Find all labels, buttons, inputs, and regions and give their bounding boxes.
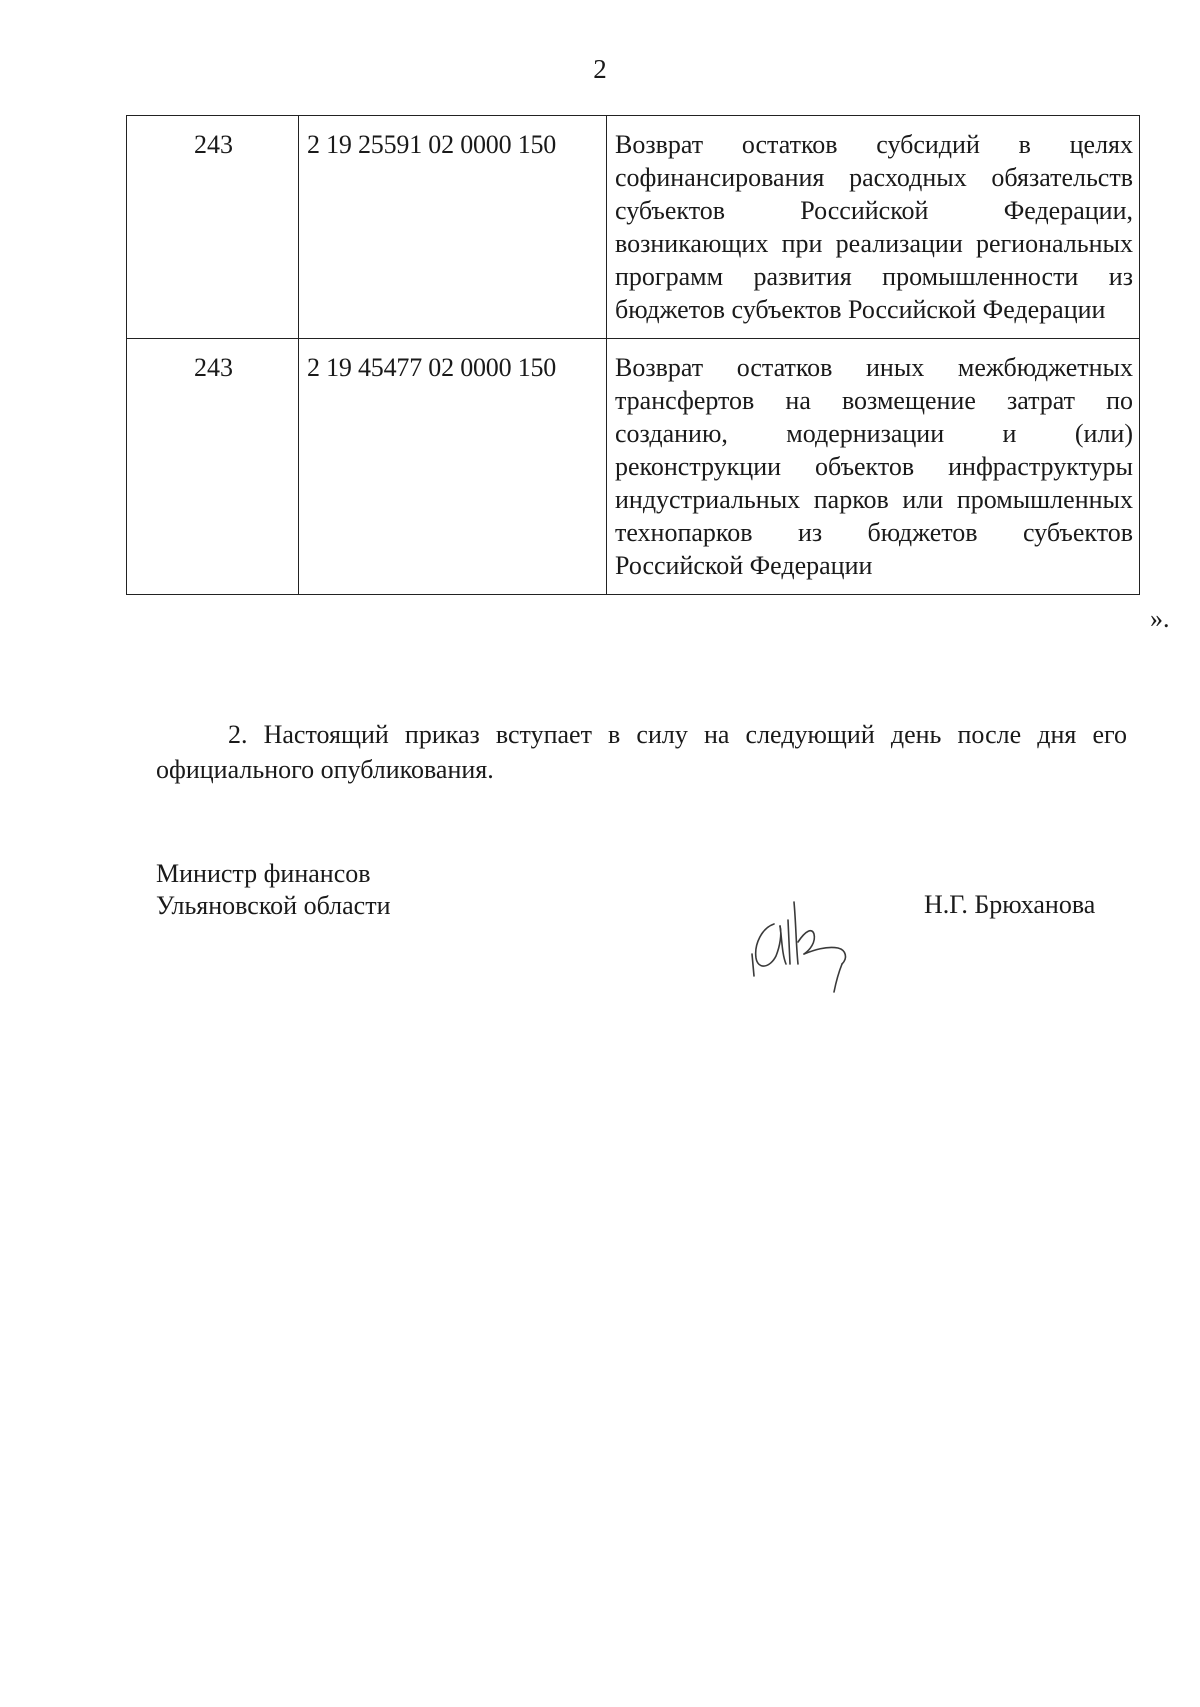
signer-position xyxy=(156,858,390,922)
budget-codes-table xyxy=(126,115,1140,595)
signer-name: Н.Г. Брюханова xyxy=(924,890,1096,919)
admin-code-cell: 243 xyxy=(127,116,299,339)
budget-code-cell: 2 19 45477 02 0000 150 xyxy=(299,339,607,595)
effective-date-paragraph: 2. Настоящий приказ вступает в силу на следующий день после дня его официального опубликования. xyxy=(156,720,1127,784)
revenue-name-cell: Возврат остатков субсидий в целях софинансирования расходных обязательств субъектов Российской Федерации, возникающих при реализации региональных программ развития промышленности из бюджетов субъектов Российской Федерации xyxy=(607,116,1140,339)
page-number: 2 xyxy=(593,54,607,84)
signer-position-line: Ульяновской области xyxy=(156,891,391,920)
closing-quote: ». xyxy=(1150,604,1170,633)
table-row xyxy=(127,116,1140,339)
signer-position-line: Министр финансов xyxy=(156,859,371,888)
budget-code-cell: 2 19 25591 02 0000 150 xyxy=(299,116,607,339)
table-row xyxy=(127,339,1140,595)
revenue-name-cell: Возврат остатков иных межбюджетных трансфертов на возмещение затрат по созданию, модернизации и (или) реконструкции объектов инфраструктуры индустриальных парков или промышленных технопарков из бюджетов субъектов Российской Федерации xyxy=(607,339,1140,595)
admin-code-cell: 243 xyxy=(127,339,299,595)
handwritten-signature-icon xyxy=(742,884,862,994)
